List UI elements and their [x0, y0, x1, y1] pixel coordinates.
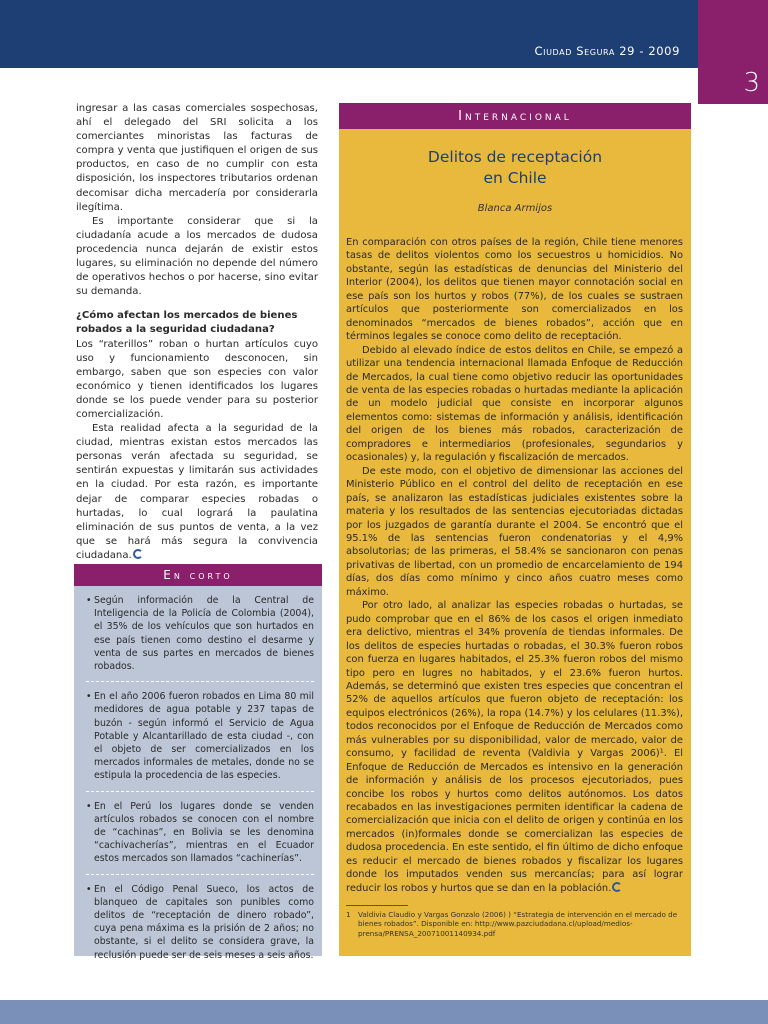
footnote-line	[346, 910, 684, 938]
article-paragraph-2: Debido al elevado índice de estos delitos en Chile, se empezó a utilizar una tendencia internacional llamada Enfoque de Reducción de Mercados, la cual tiene como objetivo reducir las oportunidades de venta de las especies robadas o hurtadas mediante la aplicación de un modelo judicial que consiste en incorporar algunos elementos como: sistemas de información y análisis, identificación del origen de los bienes más robados, caracterización de compradores e intermediarios (profesionales, segundarios y ocasionales) y, la regulación y fiscalización de mercados.	[346, 344, 683, 464]
left-subheading: ¿Cómo afectan los mercados de bienes robados a la seguridad ciudadana?	[76, 310, 298, 336]
article-title-line-1: Delitos de receptación	[427, 148, 603, 166]
footnote	[346, 905, 684, 938]
en-corto-list	[74, 586, 322, 962]
list-item-text: Según información de la Central de Inteligencia de la Policía de Colombia (2004), el 35% de los vehículos que son hurtados en ese país tienen como destino el desarme y venta de sus partes en mercados de bienes robados.	[94, 595, 314, 673]
internacional-box	[339, 103, 691, 956]
bullet-icon: •	[86, 800, 92, 812]
article-title	[339, 147, 691, 189]
article-paragraph-4-text: Por otro lado, al analizar las especies robadas o hurtadas, se pudo comprobar que en el 86% de los casos el origen inmediato era delictivo, mientras el 34% provenía de tiendas informales. De los delitos de especies hurtadas o robadas, el 30.3% fueron robos con fuerza en lugares habitados, el 25.3% fueron robos del mismo tipo pero en lugres no habitados, y el 23.6% fueron hurtos. Además, se determinó que existen tres especies que concentran el 52% de aquellos artículos que fueron objeto de receptación: los equipos electrónicos (26%), la ropa (14.7%) y los celulares (11.3%), todos reconocidos por el Enfoque de Reducción de Mercados como más vulnerables por su disponibilidad, valor de mercado, valor de consumo, y facilidad de reventa (Valdivia y Vargas 2006)¹. El Enfoque de Reducción de Mercados es intensivo en la generación de información y análisis de los procesos ejecutoriados, pues concibe los robos y hurtos como delitos autónomos. Los datos recabados en las investigaciones permiten identificar la cadena de comercialización que inicia con el delito de origen y continúa en los mercados (in)formales donde se comercializan las especies de dudosa procedencia. En este sentido, el fin último de dicho enfoque es reducir el mercado de bienes robados y fiscalizar los lugares donde los imputados venden sus mercancías; para así lograr reducir los robos y hurtos que se dan en la población.	[346, 600, 683, 894]
end-mark-icon	[612, 882, 622, 892]
divider	[86, 791, 314, 792]
left-paragraph-4	[76, 422, 318, 563]
left-column-article	[76, 102, 318, 578]
left-paragraph-4-text: Esta realidad afecta a la seguridad de la ciudad, mientras existan estos mercados las personas verán afectada su seguridad, se sentirán expuestas y limitarán sus actividades en la ciudad. Por esta razón, es importante dejar de comparar especies robadas o hurtadas, lo cual logrará la paulatina eliminación de sus puntos de venta, a la vez que se hará más segura la convivencia ciudadana.	[76, 423, 318, 561]
bottom-banner	[0, 1000, 768, 1024]
list-item	[86, 883, 314, 962]
list-item-text: En el Código Penal Sueco, los actos de blanqueo de capitales son punibles como delitos de “receptación de dinero robado”, cuya pena máxima es la prisión de 2 años; no obstante, si el delito se considera grave, la reclusión puede ser de seis meses a seis años.	[94, 883, 314, 961]
left-paragraph-3: Los “raterillos” roban o hurtan artículos cuyo uso y funcionamiento desconocen, sin embargo, saben que son especies con valor económico y tienen identificados los lugares donde se los puede vender para su posterior comercialización.	[76, 338, 318, 420]
list-item-text: En el año 2006 fueron robados en Lima 80 mil medidores de agua potable y 237 tapas de buzón - según informó el Servicio de Agua Potable y Alcantarillado de esta ciudad -, con el objeto de ser comercializados en los mercados informales de metales, donde no se estipula la procedencia de las especies.	[94, 691, 314, 782]
article-body	[339, 214, 691, 895]
article-author: Blanca Armijos	[477, 203, 553, 214]
article-paragraph-4	[346, 599, 683, 895]
bullet-icon: •	[86, 883, 92, 895]
issue-label: Ciudad Segura 29 - 2009	[534, 44, 680, 58]
list-item	[86, 690, 314, 782]
page-number: 3	[743, 68, 760, 98]
end-mark-icon	[133, 549, 143, 559]
bullet-icon: •	[86, 691, 92, 703]
article-title-line-2: en Chile	[483, 169, 547, 187]
top-banner	[0, 0, 698, 68]
en-corto-box	[74, 564, 322, 961]
bullet-icon: •	[86, 595, 92, 606]
list-item-text: En el Perú los lugares donde se venden artículos robados se conocen con el nombre de “cachinas”, en Bolivia se les denomina “cachivacherías”, mientras en el Ecuador estos mercados son llamados “cachinerías”.	[94, 800, 314, 865]
left-paragraph-2: Es importante considerar que si la ciudadanía acude a los mercados de dudosa procedencia nunca dejarán de existir estos lugares, su eliminación no depende del número de operativos hechos o por hacerse, sino evitar su demanda.	[76, 215, 318, 298]
article-paragraph-1: En comparación con otros países de la región, Chile tiene menores tasas de delitos violentos como los secuestros u homicidios. No obstante, según las estadísticas de denuncias del Ministerio del Interior (2004), los delitos que tienen mayor connotación social en ese país son los hurtos y robos (77%), de los cuales se sustraen artículos que posteriormente son comercializados en los denominados “mercados de bienes robados”, acción que en términos legales se conoce como delito de receptación.	[346, 237, 683, 343]
page-number-tab	[698, 0, 768, 104]
article-paragraph-3: De este modo, con el objetivo de dimensionar las acciones del Ministerio Público en el control del delito de receptación en ese país, se analizaron las estadísticas judiciales existentes sobre la materia y los resultados de las sentencias ejecutoriadas dictadas por los juzgados de garantía durante el 2004. Se encontró que el 95.1% de las sentencias fueron condenatorias y el 4,9% absolutorias; de las primeras, el 58.4% se sancionaron con penas privativas de libertad, con un promedio de encarcelamiento de 194 días, dos días como mínimo y cinco años cuatro meses como máximo.	[346, 465, 683, 598]
section-heading: Internacional	[339, 103, 691, 129]
footnote-rule	[346, 905, 408, 906]
en-corto-heading: En corto	[74, 564, 322, 586]
list-item	[86, 594, 314, 673]
divider	[86, 681, 314, 682]
divider	[86, 874, 314, 875]
footnote-number: 1	[346, 910, 351, 919]
footnote-text: Valdivia Claudio y Vargas Gonzalo (2006) ) “Estrategia de intervención en el mercado de bienes robados”. Disponible en: http://www.pazciudadana.cl/upload/medios-prensa/PRENSA_20071001140934.pdf	[358, 910, 678, 938]
list-item	[86, 800, 314, 866]
left-paragraph-1: ingresar a las casas comerciales sospechosas, ahí el delegado del SRI solicita a los comerciantes minoristas las facturas de compra y venta que justifiquen el origen de sus productos, en caso de no cumplir con esta disposición, los inspectores tributarios ordenan decomisar dicha mercadería por considerarla ilegítima.	[76, 103, 318, 213]
